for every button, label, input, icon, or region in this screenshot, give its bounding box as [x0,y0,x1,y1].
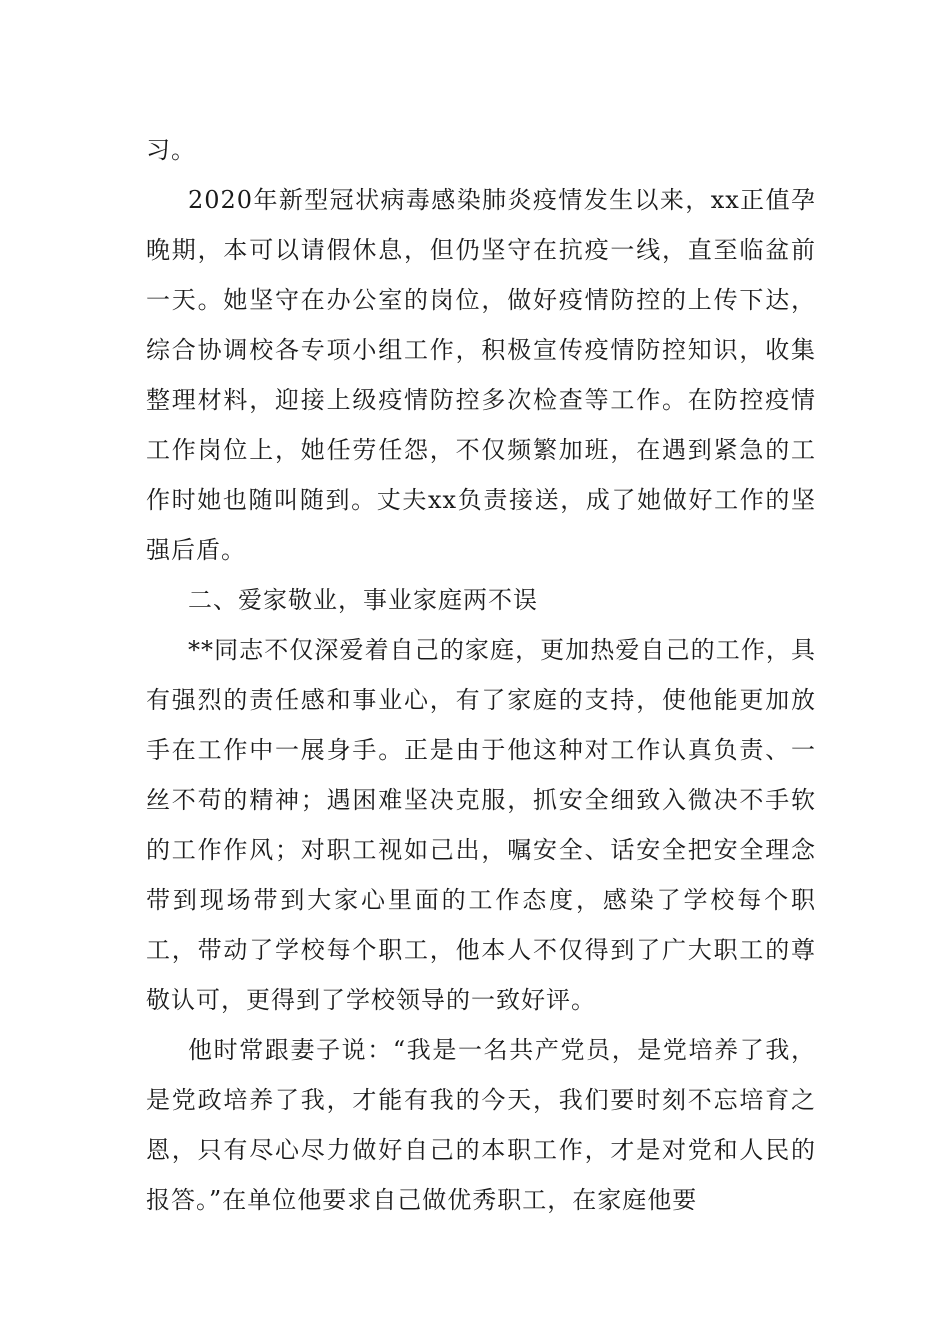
document-body [146,125,816,1225]
section-heading: 二、爱家敬业，事业家庭两不误 [188,586,538,614]
paragraph-epidemic: 2020年新型冠状病毒感染肺炎疫情发生以来，xx正值孕晚期，本可以请假休息，但仍坚守在抗疫一线，直至临盆前一天。她坚守在办公室的岗位，做好疫情防控的上传下达，综合协调校各专项小组工作，积极宣传疫情防控知识，收集整理材料，迎接上级疫情防控多次检查等工作。在防控疫情工作岗位上，她任劳任怨，不仅频繁加班，在遇到紧急的工作时她也随叫随到。丈夫xx负责接送，成了她做好工作的坚强后盾。 [146,186,816,564]
paragraph-quote: 他时常跟妻子说：“我是一名共产党员，是党培养了我，是党政培养了我，才能有我的今天，我们要时刻不忘培育之恩，只有尽心尽力做好自己的本职工作，才是对党和人民的报答。”在单位他要求自己做优秀职工，在家庭他要 [146,1036,816,1214]
paragraph-work-dedication: **同志不仅深爱着自己的家庭，更加热爱自己的工作，具有强烈的责任感和事业心，有了家庭的支持，使他能更加放手在工作中一展身手。正是由于他这种对工作认真负责、一丝不苟的精神；遇困难坚决克服，抓安全细致入微决不手软的工作作风；对职工视如己出，嘱安全、话安全把安全理念带到现场带到大家心里面的工作态度，感染了学校每个职工，带动了学校每个职工，他本人不仅得到了广大职工的尊敬认可，更得到了学校领导的一致好评。 [146,636,816,1014]
paragraph-continuation: 习。 [146,136,196,164]
